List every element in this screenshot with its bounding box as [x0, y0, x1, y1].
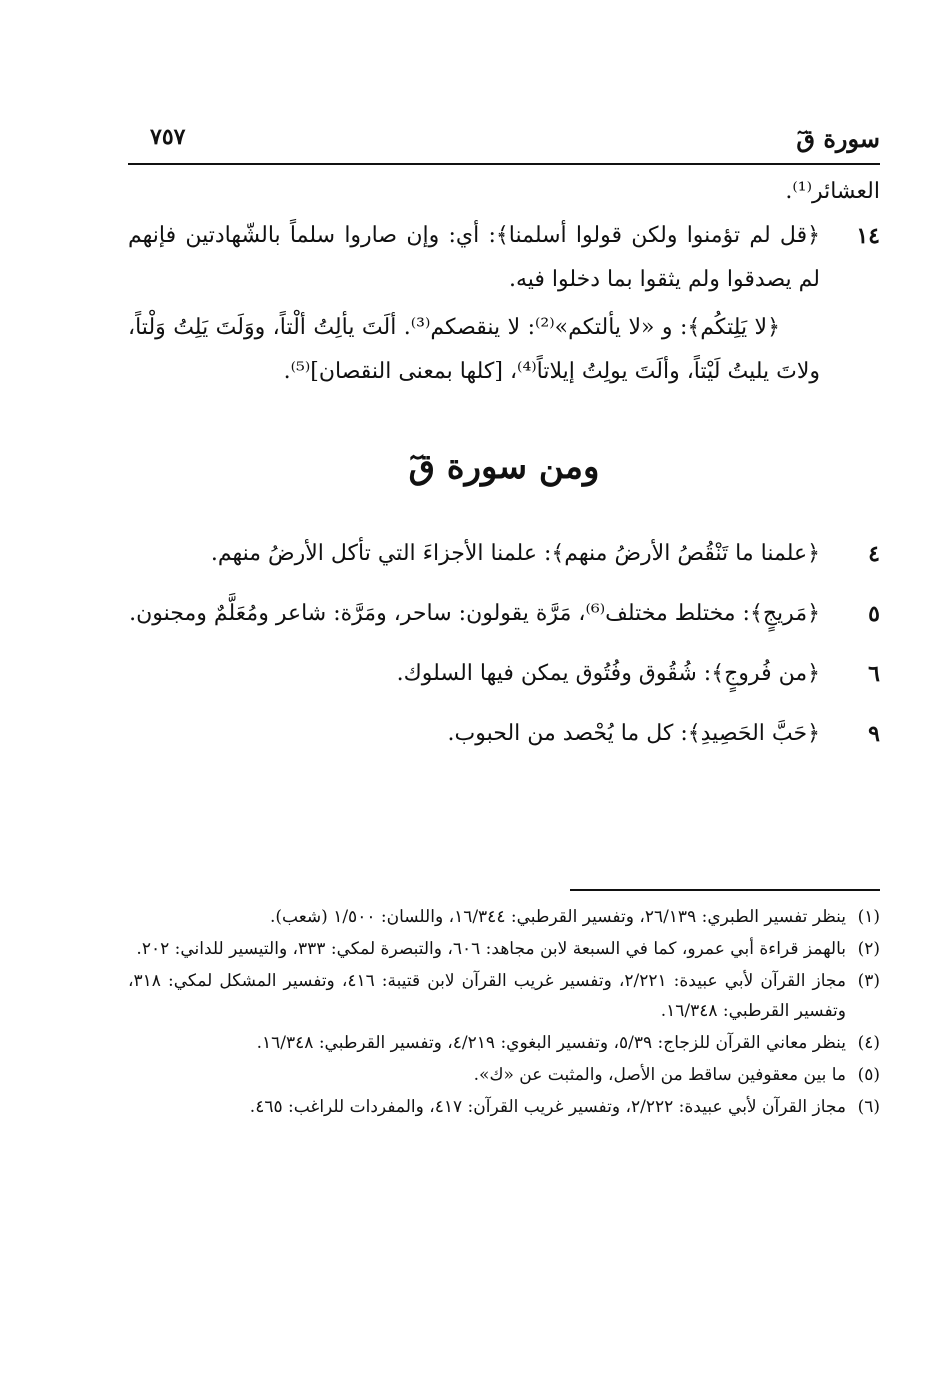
verse-entry	[128, 214, 880, 302]
footnote	[128, 902, 880, 932]
verse-commentary: ﴿من فُروجٍ﴾: شُقُوق وفُتُوق يمكن فيها السلوك.	[396, 661, 820, 686]
verse-entry	[128, 592, 880, 636]
verse-number: ١٤	[856, 223, 880, 249]
verse-commentary: ﴿حَبَّ الحَصِيدِ﴾: كل ما يُحْصد من الحبوب.	[447, 721, 820, 746]
footnote	[128, 966, 880, 1026]
verse-entry	[128, 532, 880, 576]
verse-number: ٥	[868, 601, 880, 627]
sura-title: ومن سورة قٓ	[408, 447, 600, 487]
footnote-text: ينظر معاني القرآن للزجاج: ٥/٣٩، وتفسير البغوي: ٤/٢١٩، وتفسير القرطبي: ١٦/٣٤٨.	[256, 1033, 846, 1053]
header-rule	[128, 163, 880, 165]
verse-commentary: ﴿علمنا ما تَنْقُصُ الأرضُ منهم﴾: علمنا الأجزاءَ التي تأكل الأرضُ منهم.	[210, 541, 820, 566]
footnote	[128, 1028, 880, 1058]
verse-number: ٤	[868, 541, 880, 567]
verse-entry	[128, 652, 880, 696]
sub-paragraph: ﴿لا يَلِتكُم﴾: و «لا يألتكم»⁽²⁾: لا ينقصكم⁽³⁾. ألَتَ يألِتُ ألْتاً، ووَلَتَ يَلِتُ وَلْتاً، ولاتَ يليتُ لَيْتاً، وألَتَ يولِتُ إيلاتاً⁽⁴⁾، [كلها بمعنى النقصان]⁽⁵⁾.	[128, 315, 820, 384]
continuation-line: العشائر⁽¹⁾.	[785, 179, 880, 204]
running-head-sura-name: سورة قٓ	[796, 124, 880, 153]
verse-commentary: ﴿مَريجٍ﴾: مختلط مختلف⁽⁶⁾، مَرَّة يقولون: ساحر، ومَرَّة: شاعر ومُعَلَّمٌ ومجنون.	[129, 601, 820, 626]
footnote-number: (٦)	[857, 1097, 880, 1117]
footnote-rule	[570, 889, 880, 891]
footnote	[128, 934, 880, 964]
footnotes	[128, 902, 880, 1124]
footnote-number: (٢)	[857, 939, 880, 959]
page-header	[128, 124, 880, 160]
footnote	[128, 1092, 880, 1122]
verse-number: ٩	[868, 721, 880, 747]
footnote-number: (٤)	[857, 1033, 880, 1053]
main-text	[128, 170, 880, 756]
footnote-number: (٥)	[857, 1065, 880, 1085]
footnote-text: بالهمز قراءة أبي عمرو، كما في السبعة لابن مجاهد: ٦٠٦، والتبصرة لمكي: ٣٣٣، والتيسير للداني: ٢٠٢.	[136, 939, 846, 959]
page-number: ٧٥٧	[150, 124, 186, 150]
verse-number: ٦	[868, 661, 880, 687]
verse-entry	[128, 712, 880, 756]
verse-commentary: ﴿قل لم تؤمنوا ولكن قولوا أسلمنا﴾: أي: وإن صاروا سلماً بالشّهادتين فإنهم لم يصدقوا ولم يثقوا بما دخلوا فيه.	[128, 223, 820, 292]
footnote	[128, 1060, 880, 1090]
footnote-text: مجاز القرآن لأبي عبيدة: ٢/٢٢٢، وتفسير غريب القرآن: ٤١٧، والمفردات للراغب: ٤٦٥.	[249, 1097, 846, 1117]
footnote-text: مجاز القرآن لأبي عبيدة: ٢/٢٢١، وتفسير غريب القرآن لابن قتيبة: ٤١٦، وتفسير المشكل لمكي: ٣١٨، وتفسير القرطبي: ١٦/٣٤٨.	[128, 971, 846, 1021]
footnote-text: ينظر تفسير الطبري: ٢٦/١٣٩، وتفسير القرطبي: ١٦/٣٤٤، واللسان: ١/٥٠٠ (شعب).	[269, 907, 846, 927]
footnote-text: ما بين معقوفين ساقط من الأصل، والمثبت عن «ك».	[473, 1065, 846, 1085]
footnote-number: (٣)	[857, 971, 880, 991]
footnote-number: (١)	[857, 907, 880, 927]
